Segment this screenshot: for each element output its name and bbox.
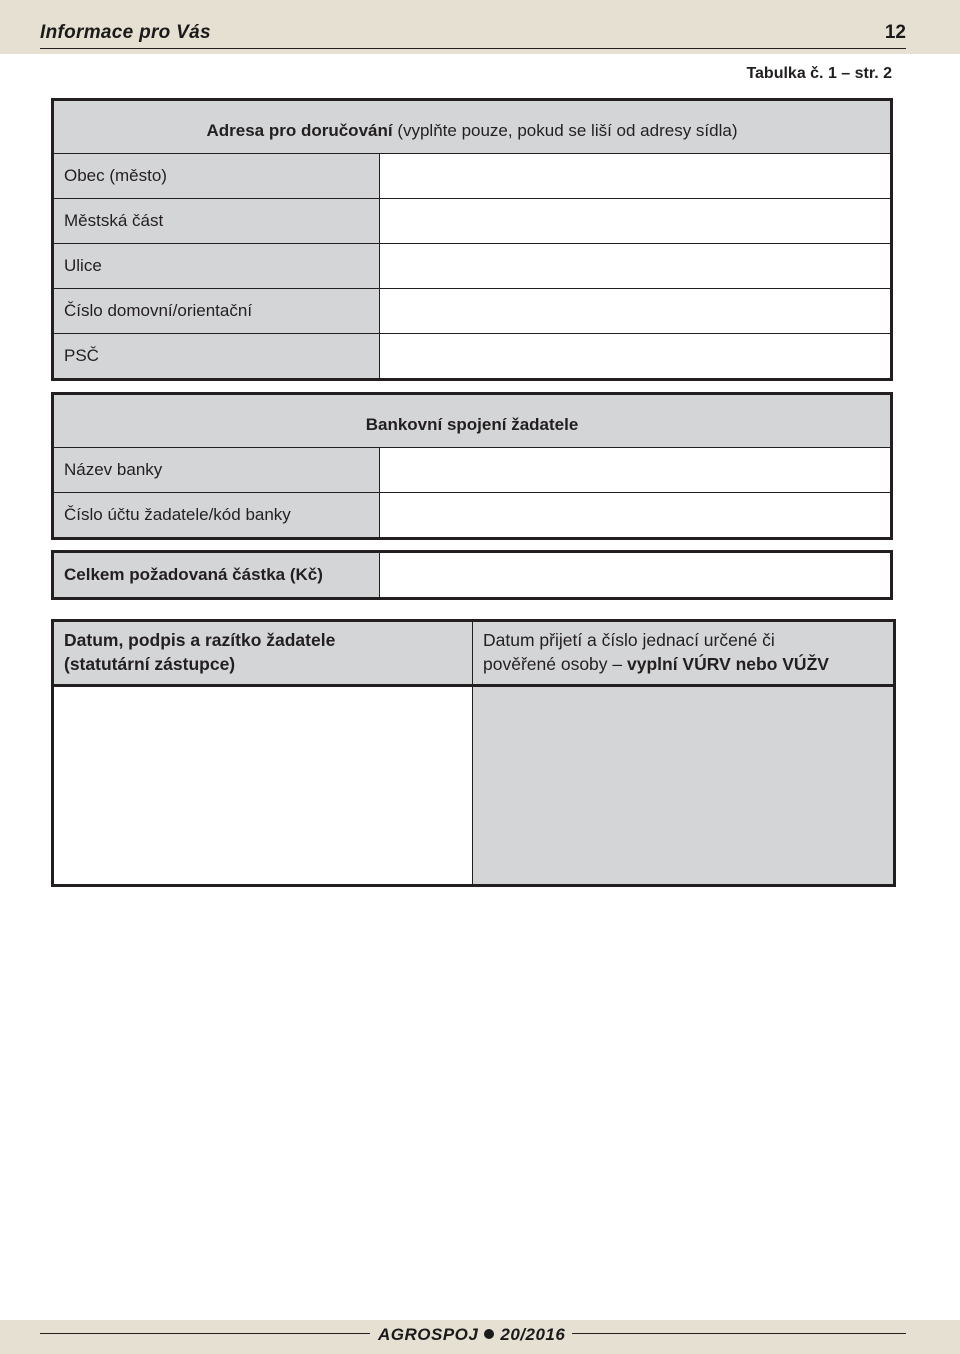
table-row xyxy=(53,154,892,199)
address-heading-bold: Adresa pro doručování xyxy=(206,121,393,140)
bank-name-field[interactable] xyxy=(380,448,892,493)
table-row xyxy=(53,552,892,599)
street-field[interactable] xyxy=(380,244,892,289)
footer-divider-left xyxy=(40,1333,370,1334)
house-number-field[interactable] xyxy=(380,289,892,334)
signature-field[interactable] xyxy=(53,686,473,886)
total-amount-label: Celkem požadovaná částka (Kč) xyxy=(53,552,380,599)
district-label: Městská část xyxy=(53,199,380,244)
total-amount-field[interactable] xyxy=(380,552,892,599)
district-field[interactable] xyxy=(380,199,892,244)
bank-heading: Bankovní spojení žadatele xyxy=(53,394,892,448)
postal-code-label: PSČ xyxy=(53,334,380,380)
receipt-heading-line1: Datum přijetí a číslo jednací určené či xyxy=(483,630,775,650)
receipt-heading-line2 xyxy=(483,652,883,676)
page-number: 12 xyxy=(884,22,906,43)
table-reference: Tabulka č. 1 – str. 2 xyxy=(746,65,892,82)
signature-heading xyxy=(53,621,473,686)
city-label: Obec (město) xyxy=(53,154,380,199)
section-title: Informace pro Vás xyxy=(40,22,211,43)
receipt-heading-plain: pověřené osoby – xyxy=(483,654,627,674)
receipt-field xyxy=(473,686,895,886)
address-table xyxy=(51,98,893,381)
table-row xyxy=(53,289,892,334)
table-row xyxy=(53,448,892,493)
signature-heading-line2: (statutární zástupce) xyxy=(64,654,236,674)
bullet-icon xyxy=(484,1329,494,1339)
header-divider xyxy=(40,48,906,49)
address-heading-note: (vyplňte pouze, pokud se liší od adresy sídla) xyxy=(392,121,738,140)
footer-publication xyxy=(378,1325,565,1345)
address-heading xyxy=(53,100,892,154)
account-number-label: Číslo účtu žadatele/kód banky xyxy=(53,493,380,539)
table-row xyxy=(53,244,892,289)
receipt-heading xyxy=(473,621,895,686)
bank-table xyxy=(51,392,893,540)
signature-table xyxy=(51,619,896,887)
receipt-heading-bold: vyplní VÚRV nebo VÚŽV xyxy=(627,654,829,674)
issue-number: 20/2016 xyxy=(500,1325,566,1344)
postal-code-field[interactable] xyxy=(380,334,892,380)
account-number-field[interactable] xyxy=(380,493,892,539)
street-label: Ulice xyxy=(53,244,380,289)
footer-divider-right xyxy=(572,1333,906,1334)
publication-name: AGROSPOJ xyxy=(378,1325,479,1344)
total-table xyxy=(51,550,893,600)
table-row xyxy=(53,493,892,539)
bank-name-label: Název banky xyxy=(53,448,380,493)
city-field[interactable] xyxy=(380,154,892,199)
table-row xyxy=(53,334,892,380)
table-row xyxy=(53,199,892,244)
house-number-label: Číslo domovní/orientační xyxy=(53,289,380,334)
signature-heading-line1: Datum, podpis a razítko žadatele xyxy=(64,630,336,650)
